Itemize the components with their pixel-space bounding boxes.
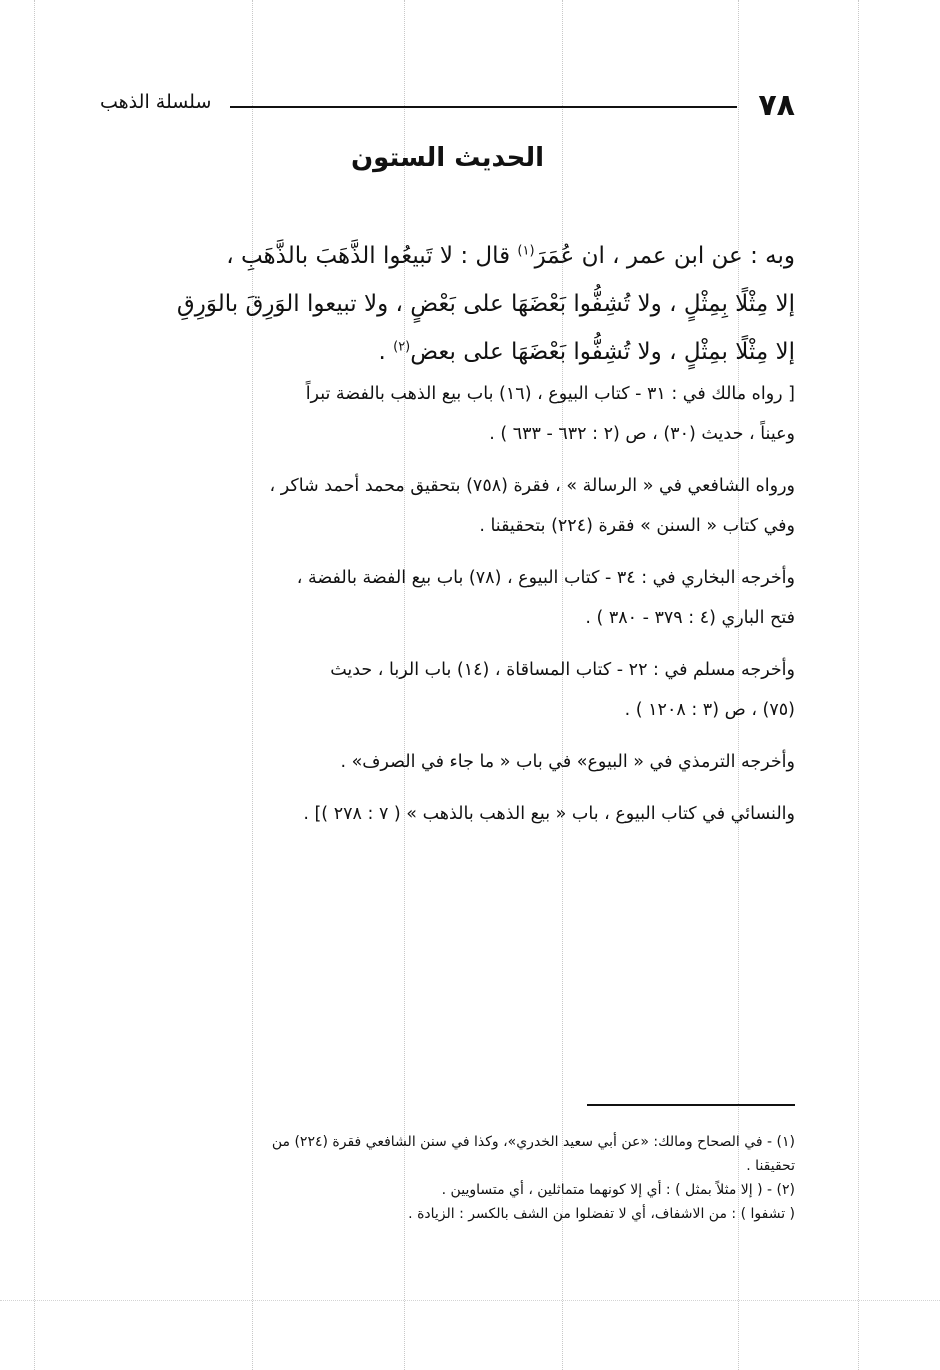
reference-line: ورواه الشافعي في « الرسالة » ، فقرة (٧٥٨) بتحقيق محمد أحمد شاكر ، [269,476,795,496]
reference-line: وعيناً ، حديث (٣٠) ، ص (٢ : ٦٣٢ - ٦٣٣ ) . [489,424,795,444]
hadith-line-text: وبه : عن ابن عمر ، ان عُمَرَ [534,243,795,269]
hadith-line [100,328,795,376]
scan-guide-line [858,0,859,1370]
reference-line: [ رواه مالك في : ٣١ - كتاب البيوع ، (١٦) باب بيع الذهب بالفضة تبراً [305,384,795,404]
reference-paragraph [100,794,795,834]
footnote-2: (٢) - ( إلا مثلاً بمثل ) : أي إلا كونهما متماثلين ، أي متساويين . [441,1182,795,1198]
footnote-rule [587,1104,795,1106]
hadith-line [100,232,795,280]
reference-line: وفي كتاب « السنن » فقرة (٢٢٤) بتحقيقنا . [479,516,795,536]
reference-line: وأخرجه الترمذي في « البيوع» في باب « ما جاء في الصرف» . [340,752,795,772]
hadith-text [100,232,795,376]
reference-paragraph [100,650,795,730]
running-header [100,86,795,126]
header-rule [230,106,737,108]
reference-line: والنسائي في كتاب البيوع ، باب « بيع الذهب بالذهب » ( ٧ : ٢٧٨ )] . [303,804,795,824]
reference-line: وأخرجه البخاري في : ٣٤ - كتاب البيوع ، (٧٨) باب بيع الفضة بالفضة ، [296,568,795,588]
footnote-1: (١) - في الصحاح ومالك: «عن أبي سعيد الخدري»، وكذا في سنن الشافعي فقرة (٢٢٤) من [271,1134,795,1150]
chapter-title: الحديث الستون [350,143,544,173]
running-title: سلسلة الذهب [100,91,212,113]
reference-paragraph [100,558,795,638]
scan-guide-line [0,1300,940,1301]
hadith-line: إلا مِثْلًا بِمِثْلٍ ، ولا تُشِفُّوا بَعْضَهَا على بَعْضٍ ، ولا تبيعوا الوَرِقَ بالوَرِقِ [176,291,795,317]
footnote-ref-2[interactable]: (٢) [393,339,411,355]
scan-guide-line [34,0,35,1370]
reference-paragraph [100,466,795,546]
footnotes [100,1130,795,1226]
footnote-2-continued: ( تشفوا ) : من الاشفاف، أي لا تفضلوا من الشف بالكسر : الزيادة . [408,1206,795,1222]
reference-paragraph [100,742,795,782]
hadith-line-end: . [378,339,394,365]
page-number: ٧٨ [758,88,795,123]
hadith-line-text: إلا مِثْلًا بمِثْلٍ ، ولا تُشِفُّوا بَعْضَهَا على بعض [410,339,795,365]
reference-line: (٧٥) ، ص (٣ : ١٢٠٨ ) . [624,700,795,720]
hadith-line-text: قال : لا تَبيعُوا الذَّهَبَ بالذَّهَبِ ، [226,243,511,269]
references-block [100,374,795,846]
reference-line: فتح الباري (٤ : ٣٧٩ - ٣٨٠ ) . [585,608,795,628]
reference-paragraph [100,374,795,454]
footnote-ref-1[interactable]: (١) [517,243,535,259]
footnote-1-continued: تحقيقنا . [746,1158,795,1174]
reference-line: وأخرجه مسلم في : ٢٢ - كتاب المساقاة ، (١٤) باب الربا ، حديث [330,660,795,680]
